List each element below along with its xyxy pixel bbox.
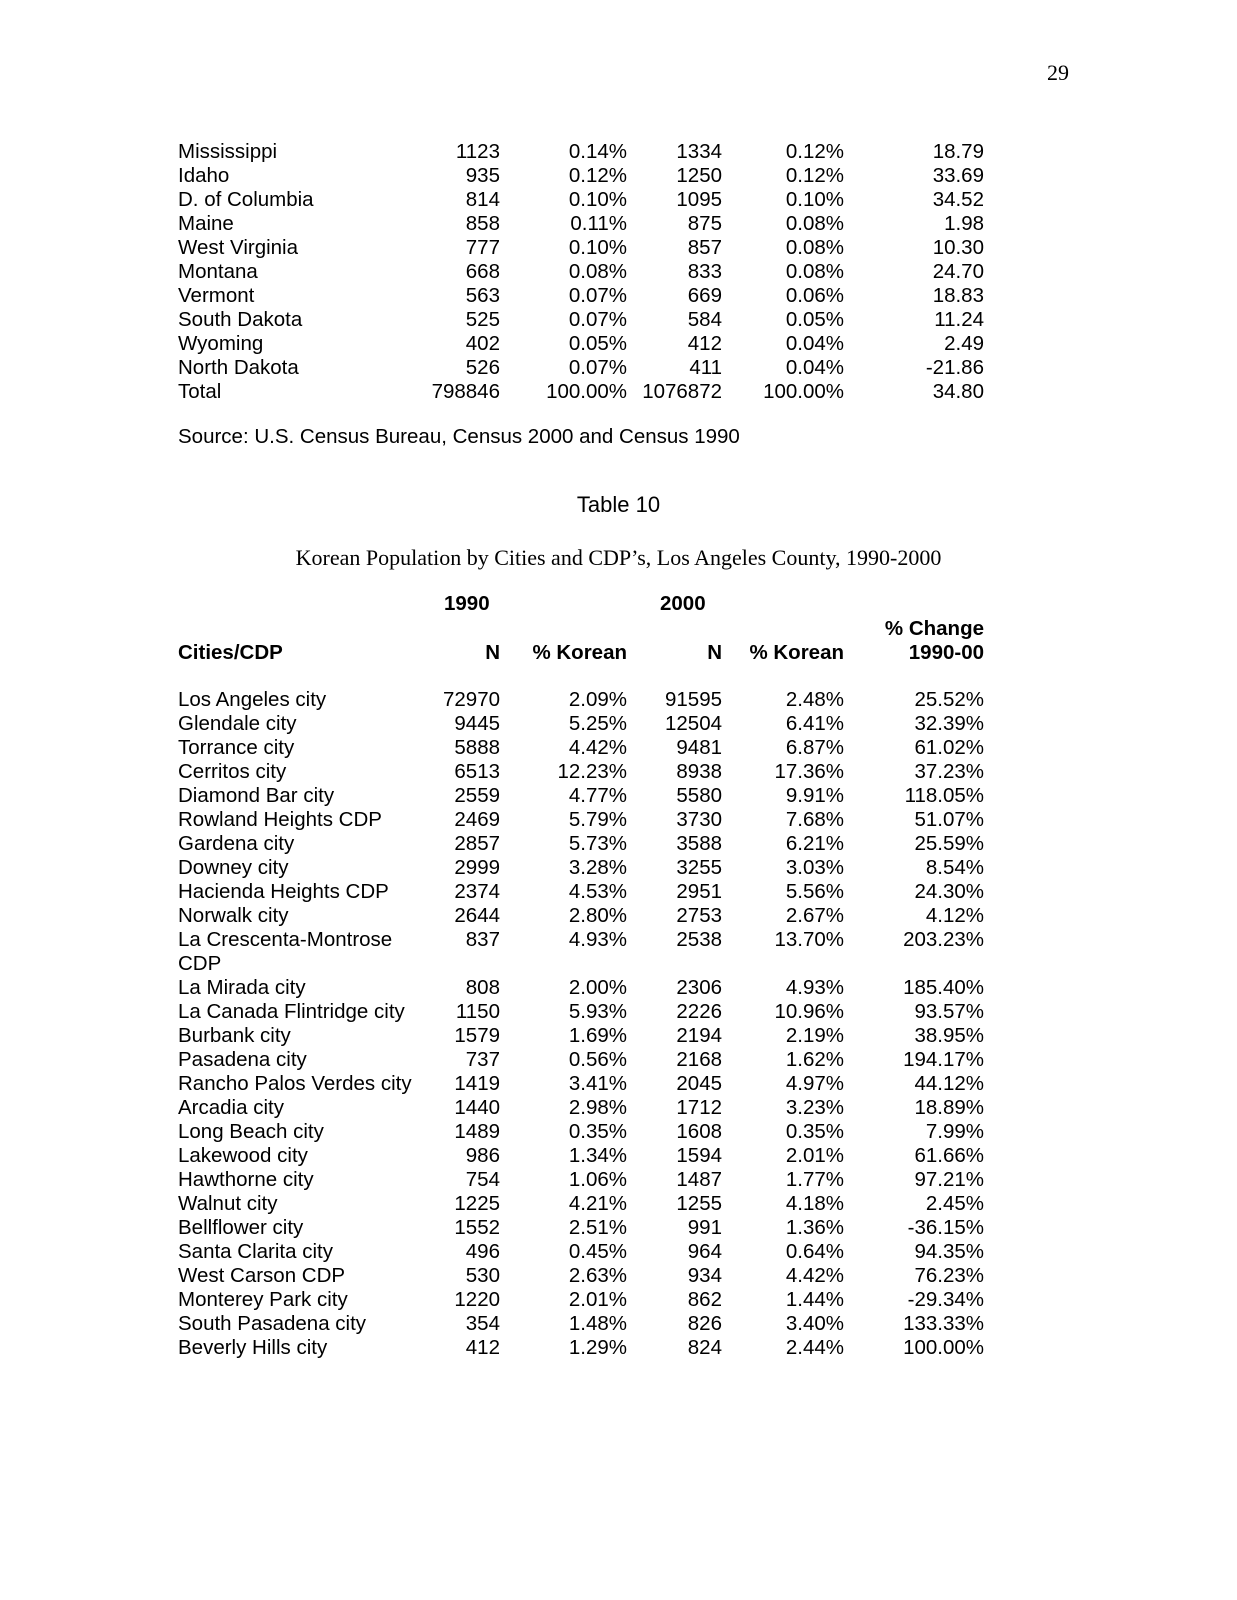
column-header-n-2000: N [707,641,722,664]
row-value-cell: 526 [465,356,500,379]
table-row [178,1312,984,1336]
row-value-cell: 2644 [454,904,500,927]
row-label-cell: Gardena city [178,832,295,855]
row-value-cell: 2857 [454,832,500,855]
table-row [178,1144,984,1168]
row-value-cell: -29.34% [907,1288,984,1311]
row-value-cell: 24.70 [932,260,984,283]
row-value-cell: 0.07% [568,308,627,331]
row-value-cell: 2374 [454,880,500,903]
row-value-cell: 100.00% [763,380,844,403]
row-label-cell: South Dakota [178,308,303,331]
row-value-cell: 2951 [676,880,722,903]
row-label-cell: South Pasadena city [178,1312,367,1335]
row-value-cell: 754 [465,1168,500,1191]
row-value-cell: 12504 [664,712,722,735]
row-value-cell: 33.69 [932,164,984,187]
row-value-cell: 194.17% [903,1048,984,1071]
table-row [178,1216,984,1240]
row-value-cell: 94.35% [914,1240,984,1263]
table-row [178,1168,984,1192]
table-row [178,1072,984,1096]
table-row [178,736,984,760]
continued-table-body [178,140,984,404]
row-value-cell: 991 [687,1216,722,1239]
row-value-cell: 4.18% [785,1192,844,1215]
row-value-cell: 5.79% [568,808,627,831]
table-row [178,1048,984,1072]
row-value-cell: 2.98% [568,1096,627,1119]
row-value-cell: 2.00% [568,976,627,999]
table-row [178,212,984,236]
group-header-1990: 1990 [444,592,490,615]
table-row [178,356,984,380]
row-value-cell: 1.36% [785,1216,844,1239]
row-value-cell: 4.93% [568,928,627,951]
table-10-group-header-row [178,592,984,616]
row-value-cell: 814 [465,188,500,211]
row-label-cell: D. of Columbia [178,188,314,211]
row-value-cell: 0.11% [570,212,627,235]
row-value-cell: 0.12% [785,140,844,163]
table-row [178,688,984,712]
row-value-cell: 76.23% [914,1264,984,1287]
row-value-cell: 2753 [676,904,722,927]
row-value-cell: 38.95% [914,1024,984,1047]
row-label-cell: Maine [178,212,234,235]
row-value-cell: 4.42% [568,736,627,759]
row-label-cell: Bellflower city [178,1216,304,1239]
row-label-cell: West Carson CDP [178,1264,346,1287]
table-row [178,332,984,356]
row-value-cell: 837 [465,928,500,951]
row-value-cell: 2.63% [568,1264,627,1287]
row-value-cell: 9481 [676,736,722,759]
row-value-cell: 798846 [431,380,500,403]
row-value-cell: 2045 [676,1072,722,1095]
row-label-cell: Beverly Hills city [178,1336,328,1359]
row-label-cell: Monterey Park city [178,1288,348,1311]
row-label-cell: Norwalk city [178,904,289,927]
row-value-cell: 1.98 [944,212,984,235]
row-value-cell: 5888 [454,736,500,759]
row-value-cell: 0.45% [568,1240,627,1263]
table-10-body [178,688,984,1360]
row-value-cell: 0.08% [785,260,844,283]
row-label-cell: Walnut city [178,1192,278,1215]
table-row [178,712,984,736]
table-row [178,188,984,212]
row-value-cell: 2.48% [785,688,844,711]
row-value-cell: 411 [689,356,722,379]
row-value-cell: 100.00% [546,380,627,403]
row-value-cell: 9445 [454,712,500,735]
row-value-cell: 824 [687,1336,722,1359]
row-label-cell: Burbank city [178,1024,291,1047]
row-value-cell: 2.51% [568,1216,627,1239]
row-value-cell: 777 [465,236,500,259]
row-label-cell: Lakewood city [178,1144,308,1167]
row-value-cell: 964 [687,1240,722,1263]
row-value-cell: 3255 [676,856,722,879]
row-value-cell: 935 [465,164,500,187]
row-value-cell: 6.87% [785,736,844,759]
row-value-cell: 862 [687,1288,722,1311]
row-value-cell: 25.52% [914,688,984,711]
row-value-cell: 1552 [454,1216,500,1239]
table-10-column-header-row [178,617,984,665]
row-value-cell: 1.69% [568,1024,627,1047]
row-value-cell: 1608 [676,1120,722,1143]
row-value-cell: 3.28% [568,856,627,879]
group-header-spacer [178,592,428,616]
row-value-cell: 2.80% [568,904,627,927]
page-number: 29 [1047,60,1069,85]
row-value-cell: 3.23% [785,1096,844,1119]
row-value-cell: 18.89% [914,1096,984,1119]
table-10-label: Table 10 [576,492,661,517]
column-header-pct-korean-2000: % Korean [749,641,844,664]
row-value-cell: 496 [465,1240,500,1263]
table-row [178,832,984,856]
row-value-cell: 4.53% [568,880,627,903]
row-value-cell: 133.33% [903,1312,984,1335]
row-value-cell: 2226 [676,1000,722,1023]
row-value-cell: 8.54% [925,856,984,879]
table-10 [178,688,984,1360]
row-value-cell: 402 [465,332,500,355]
row-value-cell: 584 [687,308,722,331]
row-label-cell: Montana [178,260,258,283]
row-value-cell: 6513 [454,760,500,783]
row-value-cell: -21.86 [925,356,984,379]
column-header-pct-change-line2: 1990-00 [908,641,984,664]
row-value-cell: 0.04% [785,356,844,379]
row-value-cell: 3.03% [785,856,844,879]
row-value-cell: 18.79 [932,140,984,163]
row-value-cell: 525 [465,308,500,331]
group-header-2000: 2000 [660,592,706,615]
row-value-cell: 1487 [676,1168,722,1191]
row-value-cell: 2.45% [925,1192,984,1215]
row-value-cell: 0.10% [568,188,627,211]
row-value-cell: 13.70% [774,928,844,951]
row-value-cell: 934 [687,1264,722,1287]
row-label-cell: Vermont [178,284,255,307]
group-header-spacer-right [877,592,1017,616]
row-label-cell: Wyoming [178,332,264,355]
column-header-n-1990: N [485,641,500,664]
row-value-cell: 826 [687,1312,722,1335]
row-value-cell: 668 [465,260,500,283]
row-value-cell: 2.01% [568,1288,627,1311]
row-label-cell: Hacienda Heights CDP [178,880,389,903]
row-value-cell: 0.12% [568,164,627,187]
row-label-cell: Idaho [178,164,230,187]
row-label-cell: Cerritos city [178,760,287,783]
row-label-cell: La Crescenta-Montrose CDP [178,928,393,975]
row-label-cell: Pasadena city [178,1048,307,1071]
row-value-cell: 2538 [676,928,722,951]
row-value-cell: 1250 [676,164,722,187]
row-value-cell: 0.64% [785,1240,844,1263]
row-value-cell: 0.04% [785,332,844,355]
row-value-cell: 11.24 [934,308,984,331]
row-value-cell: 1.44% [785,1288,844,1311]
row-value-cell: 5.93% [568,1000,627,1023]
row-value-cell: 91595 [664,688,722,711]
row-value-cell: 10.30 [932,236,984,259]
table-row [178,1192,984,1216]
row-value-cell: 0.07% [568,284,627,307]
row-value-cell: 5580 [676,784,722,807]
row-label-cell: Hawthorne city [178,1168,314,1191]
row-value-cell: 1334 [676,140,722,163]
row-value-cell: 0.06% [785,284,844,307]
row-value-cell: 34.52 [932,188,984,211]
row-value-cell: 4.21% [568,1192,627,1215]
row-value-cell: 1594 [676,1144,722,1167]
row-value-cell: 61.66% [914,1144,984,1167]
row-label-cell: Long Beach city [178,1120,324,1143]
column-header-pct-change [844,617,984,665]
table-row [178,1024,984,1048]
row-value-cell: 2.49 [944,332,984,355]
row-value-cell: 6.41% [785,712,844,735]
table-row [178,1264,984,1288]
table-row [178,976,984,1000]
row-value-cell: 8938 [676,760,722,783]
row-value-cell: 0.07% [568,356,627,379]
row-value-cell: 1.77% [785,1168,844,1191]
row-value-cell: 833 [687,260,722,283]
row-value-cell: 61.02% [914,736,984,759]
row-value-cell: 0.14% [568,140,627,163]
row-value-cell: 530 [465,1264,500,1287]
row-value-cell: 669 [687,284,722,307]
row-value-cell: 5.73% [568,832,627,855]
row-label-cell: Santa Clarita city [178,1240,333,1263]
table-row [178,1288,984,1312]
row-value-cell: 3588 [676,832,722,855]
table-10-caption: Korean Population by Cities and CDP’s, Los Angeles County, 1990-2000 [295,545,942,570]
row-label-cell: Torrance city [178,736,295,759]
row-value-cell: 4.42% [785,1264,844,1287]
row-value-cell: 5.25% [568,712,627,735]
row-label-cell: Total [178,380,222,403]
row-value-cell: 32.39% [914,712,984,735]
table-row [178,760,984,784]
row-value-cell: 12.23% [557,760,627,783]
row-value-cell: 2168 [676,1048,722,1071]
row-value-cell: 1255 [676,1192,722,1215]
row-value-cell: 100.00% [903,1336,984,1359]
row-label-cell: Los Angeles city [178,688,327,711]
row-value-cell: 2306 [676,976,722,999]
row-value-cell: 24.30% [914,880,984,903]
row-value-cell: 1076872 [642,380,722,403]
row-value-cell: 2.67% [785,904,844,927]
row-value-cell: 986 [465,1144,500,1167]
table-row [178,784,984,808]
table-row [178,380,984,404]
row-value-cell: 0.35% [785,1120,844,1143]
row-value-cell: 412 [687,332,722,355]
row-value-cell: 44.12% [914,1072,984,1095]
row-label-cell: Rowland Heights CDP [178,808,382,831]
row-value-cell: 10.96% [774,1000,844,1023]
row-value-cell: 0.10% [568,236,627,259]
table-row [178,928,984,976]
row-value-cell: 737 [465,1048,500,1071]
row-value-cell: 7.99% [925,1120,984,1143]
row-value-cell: 0.12% [785,164,844,187]
row-value-cell: 17.36% [774,760,844,783]
row-value-cell: 0.05% [568,332,627,355]
row-value-cell: 2.44% [785,1336,844,1359]
row-value-cell: 18.83 [932,284,984,307]
row-value-cell: 563 [465,284,500,307]
row-value-cell: 2.19% [785,1024,844,1047]
row-value-cell: 1.62% [785,1048,844,1071]
row-label-cell: Glendale city [178,712,297,735]
row-value-cell: 93.57% [914,1000,984,1023]
row-value-cell: 875 [687,212,722,235]
row-value-cell: 5.56% [785,880,844,903]
table-row [178,1336,984,1360]
row-value-cell: 51.07% [914,808,984,831]
row-value-cell: 1.06% [568,1168,627,1191]
row-value-cell: 203.23% [903,928,984,951]
row-label-cell: Mississippi [178,140,278,163]
row-value-cell: 0.08% [568,260,627,283]
table-row [178,1240,984,1264]
row-label-cell: North Dakota [178,356,299,379]
row-value-cell: 1.48% [568,1312,627,1335]
row-value-cell: 1123 [455,140,500,163]
row-value-cell: 97.21% [914,1168,984,1191]
column-header-pct-korean-1990: % Korean [532,641,627,664]
row-value-cell: 2.09% [568,688,627,711]
row-value-cell: 72970 [442,688,500,711]
row-value-cell: 1.29% [568,1336,627,1359]
table-row [178,808,984,832]
row-value-cell: 0.05% [785,308,844,331]
row-label-cell: Arcadia city [178,1096,284,1119]
row-value-cell: 2469 [454,808,500,831]
table-row [178,856,984,880]
row-value-cell: 857 [687,236,722,259]
row-label-cell: Rancho Palos Verdes city [178,1072,412,1095]
row-value-cell: 1440 [454,1096,500,1119]
row-label-cell: La Canada Flintridge city [178,1000,405,1023]
table-row [178,1120,984,1144]
row-value-cell: 0.56% [568,1048,627,1071]
row-value-cell: 1220 [454,1288,500,1311]
row-value-cell: 1419 [454,1072,500,1095]
source-note: Source: U.S. Census Bureau, Census 2000 and Census 1990 [178,425,740,448]
row-value-cell: 1150 [455,1000,500,1023]
row-label-cell: Downey city [178,856,289,879]
row-value-cell: 4.97% [785,1072,844,1095]
row-value-cell: 1225 [454,1192,500,1215]
row-value-cell: 1579 [454,1024,500,1047]
table-row [178,1096,984,1120]
row-value-cell: 3730 [676,808,722,831]
row-value-cell: 354 [465,1312,500,1335]
row-label-cell: La Mirada city [178,976,306,999]
row-value-cell: 185.40% [903,976,984,999]
row-value-cell: 1712 [676,1096,722,1119]
row-value-cell: 34.80 [932,380,984,403]
row-value-cell: 37.23% [914,760,984,783]
table-row [178,904,984,928]
row-value-cell: 412 [465,1336,500,1359]
table-row [178,236,984,260]
row-value-cell: 0.08% [785,212,844,235]
row-value-cell: 118.05% [904,784,984,807]
row-value-cell: 2.01% [785,1144,844,1167]
column-header-cities-cdp: Cities/CDP [178,641,283,664]
row-value-cell: 4.77% [568,784,627,807]
row-value-cell: 7.68% [785,808,844,831]
row-value-cell: 1489 [454,1120,500,1143]
table-row [178,880,984,904]
row-value-cell: 6.21% [785,832,844,855]
row-value-cell: 0.08% [785,236,844,259]
row-value-cell: 25.59% [914,832,984,855]
row-value-cell: 3.40% [785,1312,844,1335]
continued-state-table [178,140,984,404]
table-row [178,164,984,188]
row-value-cell: 4.93% [785,976,844,999]
row-value-cell: 3.41% [568,1072,627,1095]
table-row [178,140,984,164]
table-row [178,260,984,284]
row-value-cell: 1.34% [568,1144,627,1167]
table-row [178,284,984,308]
row-value-cell: 2999 [454,856,500,879]
row-label-cell: West Virginia [178,236,299,259]
table-row [178,308,984,332]
row-value-cell: 4.12% [925,904,984,927]
table-row [178,1000,984,1024]
row-value-cell: 2559 [454,784,500,807]
row-value-cell: 0.10% [785,188,844,211]
row-value-cell: -36.15% [907,1216,984,1239]
row-label-cell: Diamond Bar city [178,784,335,807]
row-value-cell: 9.91% [785,784,844,807]
column-header-pct-change-line1: % Change [884,617,984,640]
row-value-cell: 0.35% [568,1120,627,1143]
row-value-cell: 808 [465,976,500,999]
row-value-cell: 1095 [676,188,722,211]
row-value-cell: 858 [465,212,500,235]
row-value-cell: 2194 [676,1024,722,1047]
